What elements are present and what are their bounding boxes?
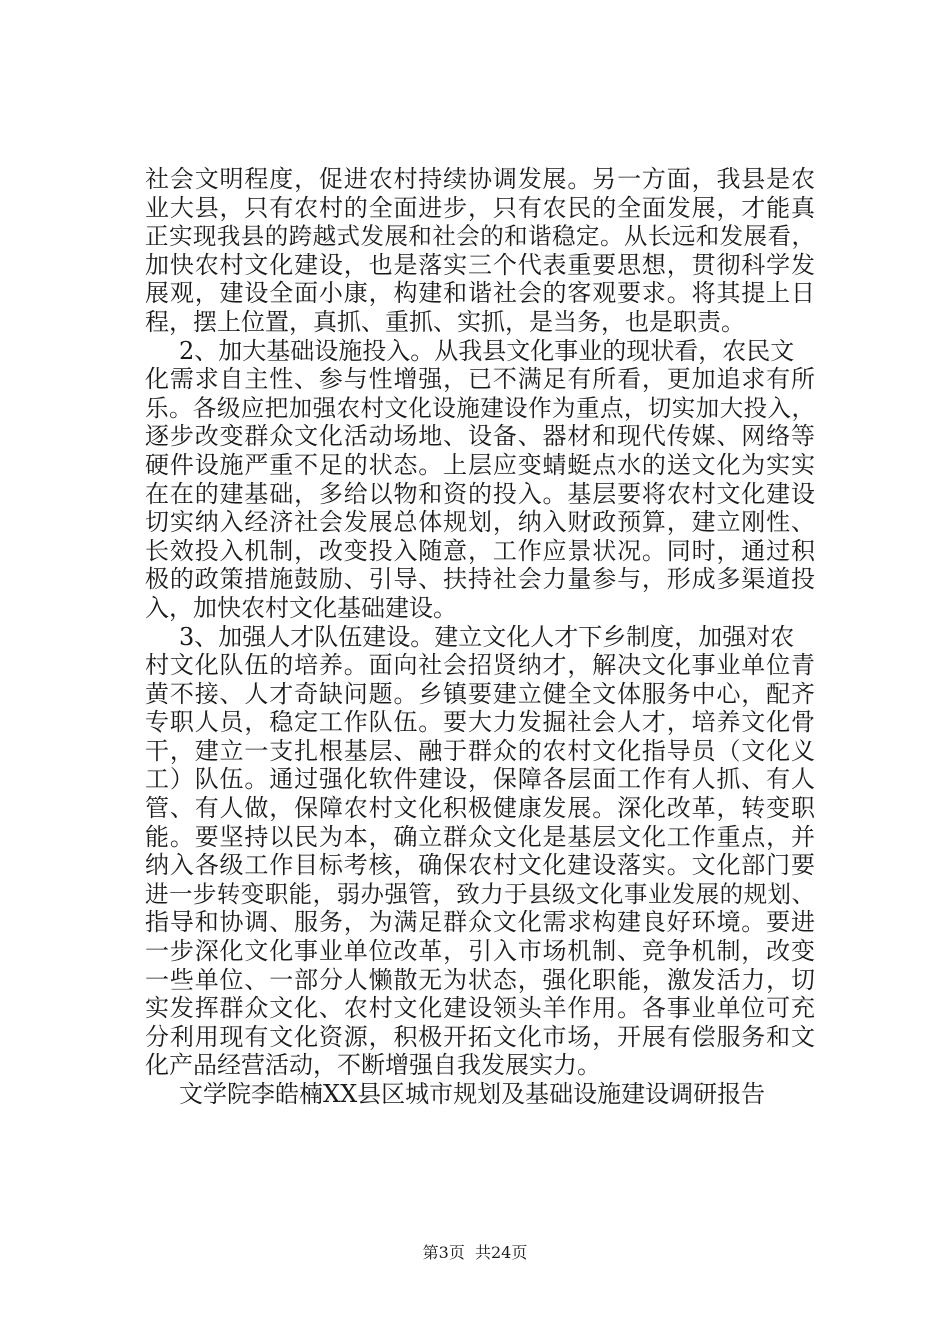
text-line: 一些单位、一部分人懒散无为状态，强化职能，激发活力，切 xyxy=(145,965,815,994)
text-line: 2、加大基础设施投入。从我县文化事业的现状看，农民文 xyxy=(179,336,795,365)
text-line: 加快农村文化建设，也是落实三个代表重要思想，贯彻科学发 xyxy=(145,250,815,279)
text-line: 分利用现有文化资源，积极开拓文化市场，开展有偿服务和文 xyxy=(145,1022,815,1051)
text-line: 在在的建基础，多给以物和资的投入。基层要将农村文化建设 xyxy=(145,479,815,508)
text-line: 化产品经营活动，不断增强自我发展实力。 xyxy=(145,1051,601,1080)
text-line: 长效投入机制，改变投入随意，工作应景状况。同时，通过积 xyxy=(145,536,815,565)
text-line: 乐。各级应把加强农村文化设施建设作为重点，切实加大投入， xyxy=(145,393,815,422)
text-line: 实发挥群众文化、农村文化建设领头羊作用。各事业单位可充 xyxy=(145,994,815,1023)
text-line: 文学院李皓楠XX县区城市规划及基础设施建设调研报告 xyxy=(179,1080,766,1108)
text-line: 入，加快农村文化基础建设。 xyxy=(145,593,457,622)
text-line: 纳入各级工作目标考核，确保农村文化建设落实。文化部门要 xyxy=(145,851,815,880)
document-body xyxy=(145,165,815,1109)
text-line: 指导和协调、服务，为满足群众文化需求构建良好环境。要进 xyxy=(145,908,815,937)
text-line: 正实现我县的跨越式发展和社会的和谐稳定。从长远和发展看， xyxy=(145,222,815,251)
text-line: 一步深化文化事业单位改革，引入市场机制、竞争机制，改变 xyxy=(145,937,815,966)
text-line: 化需求自主性、参与性增强，已不满足有所看，更加追求有所 xyxy=(145,365,815,394)
text-line: 工）队伍。通过强化软件建设，保障各层面工作有人抓、有人 xyxy=(145,765,815,794)
text-line: 程，摆上位置，真抓、重抓、实抓，是当务，也是职责。 xyxy=(145,307,745,336)
text-line: 极的政策措施鼓励、引导、扶持社会力量参与，形成多渠道投 xyxy=(145,565,815,594)
text-line: 黄不接、人才奇缺问题。乡镇要建立健全文体服务中心，配齐 xyxy=(145,679,815,708)
text-line: 硬件设施严重不足的状态。上层应变蜻蜓点水的送文化为实实 xyxy=(145,450,815,479)
text-line: 干，建立一支扎根基层、融于群众的农村文化指导员（文化义 xyxy=(145,736,815,765)
text-line: 专职人员，稳定工作队伍。要大力发掘社会人才，培养文化骨 xyxy=(145,708,815,737)
page-footer xyxy=(0,1242,950,1264)
text-line: 业大县，只有农村的全面进步，只有农民的全面发展，才能真 xyxy=(145,193,815,222)
page-number: 第3页 共24页 xyxy=(422,1243,528,1262)
text-line: 展观，建设全面小康，构建和谐社会的客观要求。将其提上日 xyxy=(145,279,815,308)
text-line: 切实纳入经济社会发展总体规划，纳入财政预算，建立刚性、 xyxy=(145,508,815,537)
text-line: 村文化队伍的培养。面向社会招贤纳才，解决文化事业单位青 xyxy=(145,651,815,680)
text-line: 逐步改变群众文化活动场地、设备、器材和现代传媒、网络等 xyxy=(145,422,815,451)
text-line: 进一步转变职能，弱办强管，致力于县级文化事业发展的规划、 xyxy=(145,879,815,908)
text-line: 社会文明程度，促进农村持续协调发展。另一方面，我县是农 xyxy=(145,165,815,193)
text-line: 3、加强人才队伍建设。建立文化人才下乡制度，加强对农 xyxy=(179,622,795,651)
text-line: 能。要坚持以民为本，确立群众文化是基层文化工作重点，并 xyxy=(145,822,815,851)
text-line: 管、有人做，保障农村文化积极健康发展。深化改革，转变职 xyxy=(145,794,815,823)
